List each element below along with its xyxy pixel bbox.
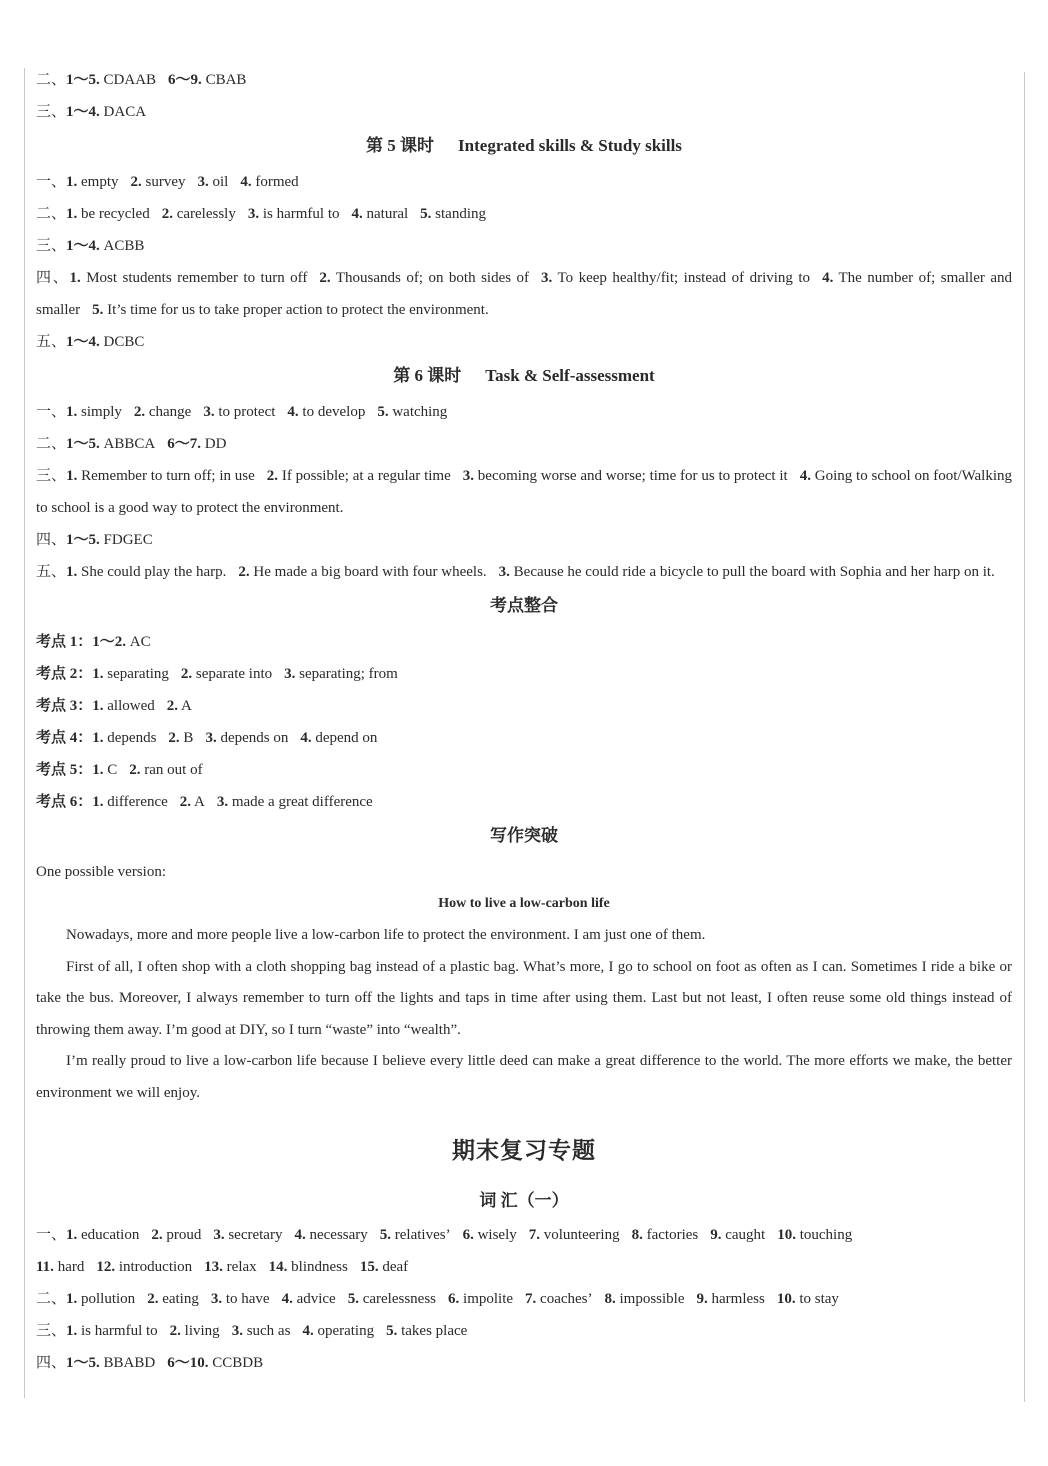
- item-number: 14.: [268, 1259, 288, 1275]
- item-answer: natural: [366, 206, 409, 222]
- lesson-6-title-en: Task & Self-assessment: [485, 366, 655, 385]
- item-answer: becoming worse and worse; time for us to protect it: [477, 468, 788, 484]
- item-answer: BBABD: [103, 1355, 156, 1371]
- item-answer: ACBB: [103, 238, 145, 254]
- item-number: 5.: [386, 1323, 398, 1339]
- item-number: 9.: [710, 1227, 722, 1243]
- item-answer: formed: [255, 174, 299, 190]
- item-number: 2.: [166, 698, 178, 714]
- item-answer: If possible; at a regular time: [281, 468, 451, 484]
- item-answer: Going to school on foot/Walking to school is a good way to protect the environment.: [36, 468, 1012, 516]
- item-number: 1.: [92, 666, 104, 682]
- answer-row: [36, 1283, 1012, 1315]
- item-answer: It’s time for us to take proper action to protect the environment.: [107, 302, 489, 318]
- item-number: 2.: [130, 174, 142, 190]
- item-answer: change: [148, 404, 192, 420]
- answer-row: [36, 524, 1012, 556]
- item-number: 6～9.: [168, 72, 202, 88]
- section-prefix: 五、: [36, 564, 67, 580]
- item-answer: AC: [129, 634, 151, 650]
- item-number: 3.: [210, 1291, 223, 1307]
- item-answer: difference: [107, 794, 168, 810]
- lesson-6-heading: [36, 358, 1012, 396]
- item-answer: proud: [166, 1227, 202, 1243]
- kaodian-label: 考点 5：: [36, 762, 93, 778]
- item-number: 8.: [604, 1291, 616, 1307]
- item-answer: living: [184, 1323, 220, 1339]
- item-number: 4.: [351, 206, 363, 222]
- item-answer: impossible: [619, 1291, 685, 1307]
- section-prefix: 二、: [36, 436, 67, 452]
- section-prefix: 三、: [36, 468, 67, 484]
- kaodian-label: 考点 4：: [36, 730, 93, 746]
- item-number: 3.: [541, 270, 553, 286]
- item-answer: hard: [57, 1259, 85, 1275]
- item-answer: to protect: [218, 404, 276, 420]
- item-answer: operating: [317, 1323, 375, 1339]
- item-answer: introduction: [118, 1259, 193, 1275]
- item-number: 3.: [213, 1227, 225, 1243]
- item-answer: to develop: [302, 404, 366, 420]
- item-number: 6～10.: [167, 1355, 209, 1371]
- essay-paragraph-2: First of all, I often shop with a cloth shopping bag instead of a plastic bag. What’s more, I go to school on foot as often as I can. Sometimes I ride a bike or take the bus. Moreover, I always remember to turn off the lights and taps in time after using them. Last but not least, I often reuse some old things instead of throwing them away. I’m good at DIY, so I turn “waste” into “wealth”.: [36, 958, 1012, 1038]
- item-answer: separate into: [195, 666, 273, 682]
- item-number: 7.: [528, 1227, 541, 1243]
- item-answer: CDAAB: [103, 72, 157, 88]
- item-number: 2.: [133, 404, 146, 420]
- item-number: 1～4.: [66, 238, 100, 254]
- item-number: 1.: [66, 206, 78, 222]
- item-number: 3.: [197, 174, 209, 190]
- lesson-5-title-en: Integrated skills & Study skills: [458, 136, 682, 155]
- item-answer: Thousands of; on both sides of: [335, 270, 530, 286]
- section-prefix: 四、: [36, 1355, 67, 1371]
- item-number: 1.: [66, 404, 78, 420]
- item-number: 4.: [300, 730, 312, 746]
- item-number: 1.: [92, 698, 104, 714]
- item-answer: She could play the harp.: [81, 564, 227, 580]
- item-answer: coaches’: [540, 1291, 593, 1307]
- item-answer: harmless: [711, 1291, 765, 1307]
- kaodian-label: 考点 6：: [36, 794, 93, 810]
- item-number: 1～5.: [66, 436, 100, 452]
- main-column: [36, 64, 1012, 1379]
- answer-row: [36, 166, 1012, 198]
- item-answer: advice: [296, 1291, 336, 1307]
- item-number: 1.: [92, 762, 104, 778]
- item-answer: is harmful to: [81, 1323, 158, 1339]
- item-number: 6～7.: [167, 436, 201, 452]
- item-number: 2.: [238, 564, 250, 580]
- item-number: 3.: [462, 468, 474, 484]
- item-answer: such as: [246, 1323, 291, 1339]
- item-number: 13.: [204, 1259, 223, 1275]
- answer-row: [36, 460, 1012, 524]
- item-answer: CBAB: [205, 72, 247, 88]
- item-answer: depends on: [220, 730, 289, 746]
- section-prefix: 四、: [36, 270, 70, 286]
- answer-row: [36, 428, 1012, 460]
- kaodian-heading: 考点整合: [490, 596, 558, 615]
- item-number: 1.: [69, 270, 81, 286]
- item-number: 4.: [302, 1323, 314, 1339]
- item-answer: relatives’: [394, 1227, 451, 1243]
- answer-row: [36, 230, 1012, 262]
- item-number: 2.: [147, 1291, 159, 1307]
- item-answer: DD: [204, 436, 227, 452]
- item-number: 2.: [179, 794, 192, 810]
- item-answer: Most students remember to turn off: [86, 270, 308, 286]
- answer-row: [36, 326, 1012, 358]
- answer-row: [36, 396, 1012, 428]
- item-answer: secretary: [228, 1227, 283, 1243]
- item-answer: wisely: [477, 1227, 517, 1243]
- item-answer: To keep healthy/fit; instead of driving to: [557, 270, 811, 286]
- item-number: 2.: [151, 1227, 163, 1243]
- section-prefix: 一、: [36, 404, 67, 420]
- item-answer: survey: [145, 174, 186, 190]
- answer-row: [36, 64, 1012, 96]
- item-answer: CCBDB: [212, 1355, 264, 1371]
- answer-row: [36, 262, 1012, 326]
- section-prefix: 三、: [36, 238, 67, 254]
- item-number: 2.: [266, 468, 279, 484]
- item-number: 1～2.: [92, 634, 127, 650]
- section-prefix: 五、: [36, 334, 67, 350]
- item-answer: necessary: [309, 1227, 368, 1243]
- item-number: 4.: [281, 1291, 293, 1307]
- vocab-heading: 词 汇（一）: [479, 1191, 569, 1210]
- item-number: 4.: [822, 270, 834, 286]
- kaodian-label: 考点 3：: [36, 698, 93, 714]
- lesson-6-title-cn: 第 6 课时: [393, 366, 462, 385]
- answer-row: [36, 1219, 1012, 1251]
- kaodian-row: [36, 658, 1012, 690]
- essay-paragraph-3: I’m really proud to live a low-carbon life because I believe every little deed can make a great difference to the world. The more efforts we make, the better environment we will enjoy.: [36, 1053, 1012, 1101]
- item-answer: Because he could ride a bicycle to pull the board with Sophia and her harp on it.: [513, 564, 995, 580]
- item-answer: touching: [799, 1227, 853, 1243]
- item-number: 8.: [631, 1227, 643, 1243]
- item-number: 1～4.: [66, 334, 100, 350]
- item-answer: depend on: [315, 730, 378, 746]
- item-number: 6.: [462, 1227, 474, 1243]
- section-prefix: 二、: [36, 72, 67, 88]
- item-answer: depends: [107, 730, 157, 746]
- kaodian-row: [36, 786, 1012, 818]
- item-number: 1～5.: [66, 1355, 100, 1371]
- item-number: 2.: [129, 762, 141, 778]
- kaodian-row: [36, 722, 1012, 754]
- item-answer: caught: [725, 1227, 766, 1243]
- item-answer: simply: [81, 404, 122, 420]
- section-prefix: 一、: [36, 174, 67, 190]
- item-number: 1～5.: [66, 72, 100, 88]
- section-prefix: 三、: [36, 104, 67, 120]
- item-number: 4.: [287, 404, 299, 420]
- item-answer: takes place: [401, 1323, 468, 1339]
- item-answer: allowed: [107, 698, 155, 714]
- item-number: 2.: [161, 206, 173, 222]
- item-number: 1～4.: [66, 104, 100, 120]
- kaodian-row: [36, 626, 1012, 658]
- item-number: 2.: [319, 270, 331, 286]
- item-answer: Remember to turn off; in use: [81, 468, 255, 484]
- item-number: 2.: [169, 1323, 181, 1339]
- item-number: 3.: [247, 206, 260, 222]
- item-answer: pollution: [81, 1291, 136, 1307]
- item-number: 3.: [203, 404, 215, 420]
- right-column-divider: [1024, 72, 1025, 1402]
- item-answer: deaf: [382, 1259, 409, 1275]
- item-number: 5.: [347, 1291, 359, 1307]
- item-number: 1.: [66, 564, 78, 580]
- item-number: 1.: [92, 730, 104, 746]
- essay-title: How to live a low-carbon life: [438, 896, 610, 911]
- item-answer: is harmful to: [262, 206, 340, 222]
- item-answer: DACA: [103, 104, 147, 120]
- answer-row: [36, 96, 1012, 128]
- item-number: 1.: [66, 1323, 78, 1339]
- item-answer: to stay: [799, 1291, 839, 1307]
- section-prefix: 二、: [36, 206, 67, 222]
- final-review-heading: 期末复习专题: [452, 1138, 596, 1164]
- kaodian-label: 考点 2：: [36, 666, 93, 682]
- item-number: 12.: [96, 1259, 116, 1275]
- kaodian-row: [36, 690, 1012, 722]
- item-number: 1.: [92, 794, 104, 810]
- item-answer: eating: [162, 1291, 199, 1307]
- answer-row: [36, 1347, 1012, 1379]
- essay-paragraph-1: Nowadays, more and more people live a low-carbon life to protect the environment. I am just one of them.: [66, 927, 706, 943]
- writing-intro: One possible version:: [36, 864, 166, 880]
- section-prefix: 二、: [36, 1291, 67, 1307]
- item-answer: separating: [107, 666, 169, 682]
- item-answer: B: [183, 730, 194, 746]
- item-answer: made a great difference: [231, 794, 373, 810]
- item-number: 10.: [777, 1227, 796, 1243]
- item-number: 10.: [776, 1291, 796, 1307]
- item-number: 7.: [525, 1291, 537, 1307]
- item-answer: C: [107, 762, 118, 778]
- item-answer: FDGEC: [103, 532, 153, 548]
- item-number: 11.: [36, 1259, 54, 1275]
- item-number: 3.: [205, 730, 217, 746]
- section-prefix: 三、: [36, 1323, 67, 1339]
- item-answer: blindness: [291, 1259, 348, 1275]
- item-answer: empty: [81, 174, 119, 190]
- item-answer: carelessly: [176, 206, 236, 222]
- item-answer: watching: [392, 404, 448, 420]
- item-number: 9.: [696, 1291, 708, 1307]
- item-answer: factories: [646, 1227, 699, 1243]
- item-answer: The number of; smaller and smaller: [36, 270, 1012, 318]
- item-answer: volunteering: [543, 1227, 620, 1243]
- section-prefix: 一、: [36, 1227, 67, 1243]
- answer-row: [36, 556, 1012, 588]
- left-column-divider: [24, 68, 25, 1398]
- item-number: 1.: [66, 1227, 78, 1243]
- item-number: 1～5.: [66, 532, 100, 548]
- lesson-5-heading: [36, 128, 1012, 166]
- answer-row: [36, 1315, 1012, 1347]
- item-number: 2.: [180, 666, 193, 682]
- item-number: 1.: [66, 468, 78, 484]
- item-number: 2.: [168, 730, 180, 746]
- item-answer: to have: [225, 1291, 270, 1307]
- answer-row: [36, 198, 1012, 230]
- item-number: 4.: [294, 1227, 306, 1243]
- item-answer: relax: [226, 1259, 257, 1275]
- item-answer: education: [81, 1227, 140, 1243]
- item-answer: oil: [212, 174, 229, 190]
- kaodian-label: 考点 1：: [36, 634, 93, 650]
- item-answer: standing: [435, 206, 487, 222]
- item-answer: separating; from: [299, 666, 398, 682]
- item-number: 1.: [66, 174, 78, 190]
- item-answer: impolite: [463, 1291, 514, 1307]
- item-number: 3.: [216, 794, 229, 810]
- item-number: 3.: [284, 666, 296, 682]
- item-number: 3.: [498, 564, 510, 580]
- lesson-5-title-cn: 第 5 课时: [366, 136, 435, 155]
- item-number: 6.: [448, 1291, 460, 1307]
- answer-row: [36, 1251, 1012, 1283]
- item-answer: ABBCA: [103, 436, 156, 452]
- writing-heading: 写作突破: [490, 826, 558, 845]
- item-number: 5.: [379, 1227, 392, 1243]
- item-answer: ran out of: [144, 762, 203, 778]
- item-answer: A: [180, 698, 192, 714]
- item-number: 1.: [66, 1291, 78, 1307]
- item-number: 15.: [359, 1259, 379, 1275]
- section-prefix: 四、: [36, 532, 67, 548]
- item-number: 4.: [240, 174, 252, 190]
- item-number: 5.: [92, 302, 104, 318]
- item-number: 3.: [231, 1323, 243, 1339]
- item-number: 5.: [377, 404, 389, 420]
- item-answer: He made a big board with four wheels.: [253, 564, 487, 580]
- item-number: 5.: [420, 206, 432, 222]
- item-number: 4.: [799, 468, 811, 484]
- kaodian-row: [36, 754, 1012, 786]
- item-answer: DCBC: [103, 334, 145, 350]
- item-answer: be recycled: [81, 206, 150, 222]
- item-answer: carelessness: [362, 1291, 437, 1307]
- item-answer: A: [193, 794, 205, 810]
